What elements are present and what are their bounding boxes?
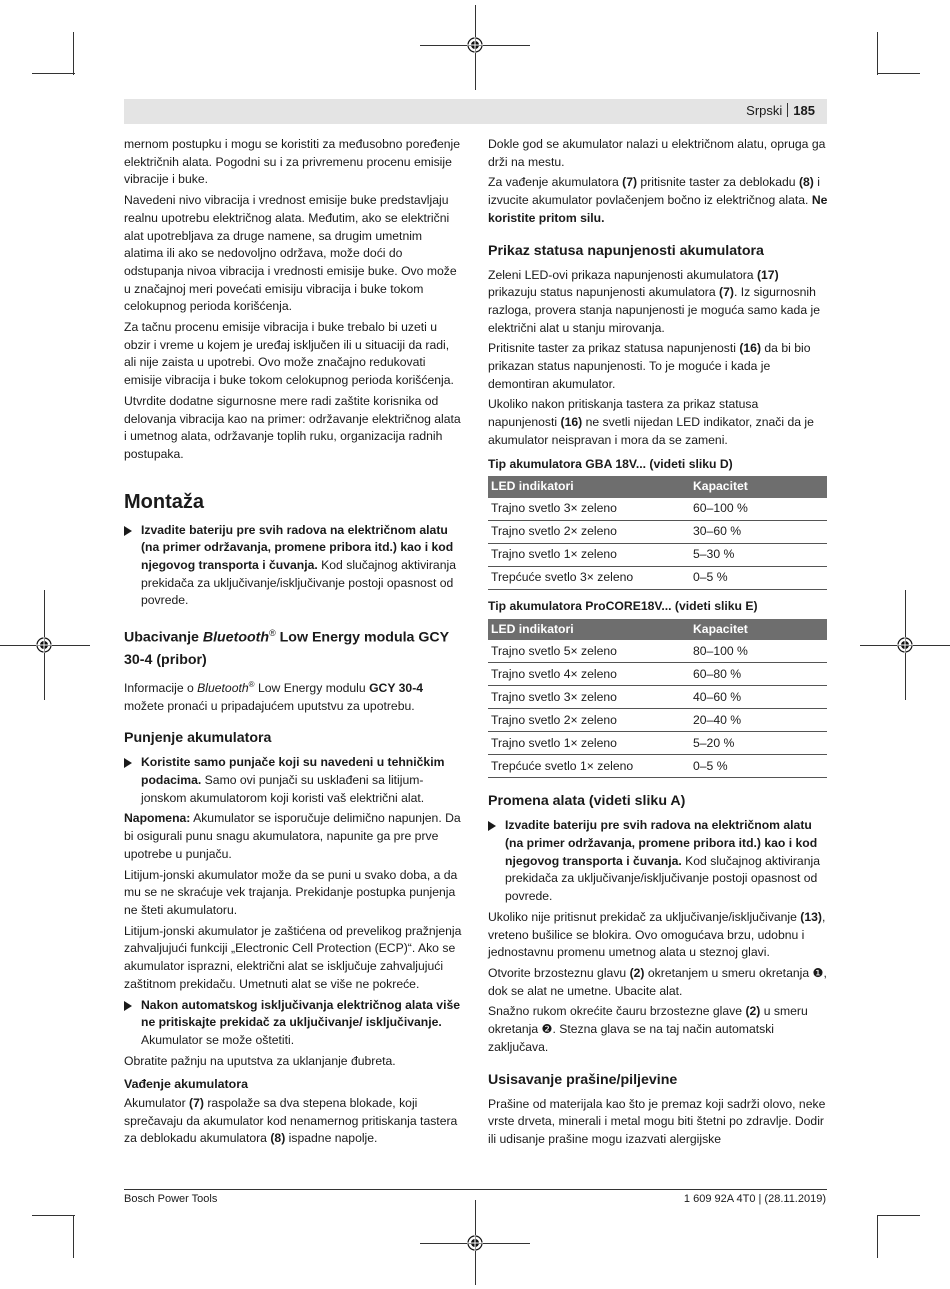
- bullet-arrow-icon: [124, 758, 132, 768]
- step-two-icon: ❷: [541, 1022, 553, 1037]
- section-heading-bluetooth: [124, 622, 464, 671]
- table-cell: Trajno svetlo 3× zeleno: [488, 686, 690, 709]
- section-heading-promena: Promena alata (videti sliku A): [488, 793, 686, 810]
- text-bold: (7): [719, 285, 734, 300]
- crop-mark: [877, 73, 920, 74]
- paragraph: [488, 340, 828, 393]
- table-cell: 80–100 %: [690, 640, 827, 663]
- text: Low Energy modulu: [254, 680, 370, 695]
- table-row: [488, 640, 827, 663]
- table-cell: Trajno svetlo 4× zeleno: [488, 663, 690, 686]
- text: ne svetli nijedan LED indikator, znači da je akumulator neispravan i mora da se zameni.: [488, 415, 814, 447]
- column-header: Kapacitet: [690, 619, 827, 641]
- section-heading-punjenje: Punjenje akumulatora: [124, 730, 272, 747]
- table-row: [488, 663, 827, 686]
- bullet-bold-text: Nakon automatskog isključivanja električnog alata više ne pritiskajte prekidač za uključivanje/ isključivanje.: [141, 997, 461, 1030]
- crop-mark: [32, 73, 75, 74]
- text: Ukoliko nakon pritiskanja tastera za prikaz statusa napunjenosti: [488, 397, 759, 430]
- paragraph: Utvrdite dodatne sigurnosne mere radi zaštite korisnika od delovanja vibracija kao na primer: održavanje električnog alata i umetnog alata, održavanje toplih ruku, organizacija radnih postupaka.: [124, 393, 461, 461]
- heading-text: Low Energy modula GCY 30-4 (pribor): [124, 629, 449, 668]
- text-italic: Bluetooth: [197, 680, 249, 695]
- warning-bullet: [488, 817, 828, 906]
- section-heading-status: Prikaz statusa napunjenosti akumulatora: [488, 242, 764, 259]
- text-bold: (8): [798, 175, 814, 190]
- text: Informacije o: [124, 680, 198, 695]
- column-header: LED indikatori: [488, 619, 690, 641]
- table-cell: 60–80 %: [690, 663, 827, 686]
- text: prikazuju status napunjenosti akumulatora: [488, 285, 720, 300]
- table-cell: Trepćuće svetlo 3× zeleno: [488, 566, 690, 589]
- led-table-gba: [488, 476, 827, 590]
- text-bold: (7): [622, 175, 638, 190]
- table-row: [488, 520, 827, 543]
- text: Pritisnite taster za prikaz statusa napunjenosti: [488, 341, 740, 356]
- heading-italic: Bluetooth: [202, 629, 270, 646]
- paragraph: [488, 174, 828, 227]
- text: Za vađenje akumulatora: [488, 175, 623, 190]
- table-cell: Trajno svetlo 2× zeleno: [488, 520, 690, 543]
- bullet-bold-text: Izvadite bateriju pre svih radova na električnom alatu (na primer održavanja, promene pribora itd.) kao i kod njegovog transporta i čuvanja.: [141, 522, 454, 573]
- crop-mark: [877, 1215, 920, 1216]
- table-cell: 0–5 %: [690, 566, 827, 589]
- text: Snažno rukom okrećite čauru brzostezne glave: [488, 1004, 746, 1019]
- text: raspolaže sa dva stepena blokade, koji sprečavaju da akumulator kod nenamernog pritiskanja tastera za deblokadu akumulatora: [124, 1096, 458, 1146]
- text: i izvucite akumulator povlačenjem bočno iz električnog alata.: [488, 175, 820, 208]
- column-header: Kapacitet: [690, 476, 827, 498]
- text-bold: GCY 30-4: [369, 680, 424, 695]
- bullet-arrow-icon: [124, 526, 132, 536]
- paragraph: mernom postupku i mogu se koristiti za međusobno poređenje električnih alata. Pogodni su i za privremenu procenu emisije vibracije i buke.: [124, 137, 461, 187]
- warning-bullet: [124, 754, 464, 807]
- table-cell: Trajno svetlo 1× zeleno: [488, 543, 690, 566]
- table-row: [488, 543, 827, 566]
- table-header-row: [488, 476, 827, 498]
- table-cell: 30–60 %: [690, 520, 827, 543]
- header-language: Srpski: [746, 103, 783, 118]
- table-row: [488, 755, 827, 778]
- paragraph: [124, 810, 464, 863]
- table-cell: 20–40 %: [690, 709, 827, 732]
- paragraph: Litijum-jonski akumulator može da se puni u svako doba, a da mu se ne skraćuje vek trajanja. Prekidanje postupka punjenja ne šteti akumulatoru.: [124, 867, 458, 917]
- text: okretanjem u smeru okretanja: [644, 965, 813, 980]
- paragraph: [488, 965, 828, 1000]
- table-cell: Trajno svetlo 3× zeleno: [488, 498, 690, 521]
- left-column: [124, 136, 464, 1151]
- bullet-text: Akumulator se može oštetiti.: [141, 1032, 295, 1047]
- table-row: [488, 498, 827, 521]
- paragraph: [488, 267, 828, 338]
- table-cell: Trajno svetlo 2× zeleno: [488, 709, 690, 732]
- table-cell: Trajno svetlo 1× zeleno: [488, 732, 690, 755]
- section-heading-montaza: Montaža: [124, 490, 204, 513]
- text: Ukoliko nije pritisnut prekidač za uključivanje/isključivanje: [488, 909, 801, 924]
- registration-mark-icon: [467, 37, 483, 53]
- page-number: 185: [793, 103, 815, 118]
- bullet-bold-text: Koristite samo punjače koji su navedeni u tehničkim podacima.: [141, 755, 445, 788]
- table-row: [488, 686, 827, 709]
- paragraph: [488, 1003, 828, 1056]
- footer-brand: Bosch Power Tools: [124, 1193, 218, 1205]
- table-row: [488, 566, 827, 589]
- table-header-row: [488, 619, 827, 641]
- text-bold: Ne koristite pritom silu.: [488, 193, 828, 225]
- warning-bullet: [124, 997, 464, 1050]
- text: da bi bio prikazan status napunjenosti. To je moguće i kada je demontiran akumulator.: [488, 341, 811, 391]
- table-cell: 5–20 %: [690, 732, 827, 755]
- text: Akumulator: [124, 1096, 190, 1111]
- paragraph: Navedeni nivo vibracija i vrednost emisije buke predstavljaju realnu upotrebu električnog alata. Međutim, ako se električni alat upotrebljava za druge namene, sa drugim umetnim alatima ili ako se nedovoljno održava, može doći do odstupanja nivoa vibracija i vrednosti emisije buke. Ovo može u značajnoj meri povećati emisiju vibracija i buke tokom celokupnog perioda korišćenja.: [124, 193, 457, 314]
- table-row: [488, 732, 827, 755]
- table-cell: Trajno svetlo 5× zeleno: [488, 640, 690, 663]
- header-label: [746, 103, 827, 118]
- footer-docnumber: 1 609 92A 4T0 | (28.11.2019): [683, 1193, 826, 1205]
- text: možete pronaći u pripadajućem uputstvu za upotrebu.: [124, 698, 415, 713]
- paragraph: [488, 909, 828, 962]
- paragraph: Litijum-jonski akumulator je zaštićena od prevelikog pražnjenja zahvaljujući funkciji „Electronic Cell Protection (ECP)“. Ako se akumulator isprazni, električni alat se isključuje zahvaljujući zaštitnom prekidaču. Umetnuti alat se više ne pokreće.: [124, 923, 462, 991]
- paragraph: Prašine od materijala kao što je premaz koji sadrži olovo, neke vrste drveta, minerali i metal mogu biti štetni po zdravlje. Dodir ili udisanje prašine mogu izazvati alergijske: [488, 1096, 826, 1146]
- warning-bullet: [124, 522, 464, 611]
- table-row: [488, 709, 827, 732]
- registration-mark-icon: [467, 1235, 483, 1251]
- text-bold: (2): [629, 965, 645, 980]
- text: u smeru okretanja: [488, 1004, 808, 1037]
- text: Otvorite brzosteznu glavu: [488, 965, 630, 980]
- table-cell: 40–60 %: [690, 686, 827, 709]
- table-caption: Tip akumulatora GBA 18V... (videti sliku D): [488, 456, 733, 471]
- crop-mark: [877, 1215, 878, 1258]
- crop-mark: [73, 1215, 74, 1258]
- crop-mark: [877, 32, 878, 75]
- page-header: [124, 99, 827, 124]
- bullet-text: Kod slučajnog aktiviranja prekidača za uključivanje/isključivanje postoji opasnost od povrede.: [505, 853, 820, 904]
- text: . Stezna glava se na taj način automatski zaključava.: [488, 1022, 775, 1054]
- table-cell: 0–5 %: [690, 755, 827, 778]
- paragraph: Dokle god se akumulator nalazi u električnom alatu, opruga ga drži na mestu.: [488, 137, 826, 169]
- text: ispadne napolje.: [285, 1131, 378, 1146]
- header-divider: [787, 103, 788, 117]
- right-column: [488, 136, 828, 1152]
- text: . Iz sigurnosnih razloga, provera stanja napunjenosti je moguća samo kada je električni alat u stanju mirovanja.: [488, 285, 820, 335]
- registered-mark: ®: [269, 628, 276, 639]
- crop-mark: [73, 32, 74, 75]
- table-caption: Tip akumulatora ProCORE18V... (videti sliku E): [488, 598, 758, 613]
- subheading-vadjenje: Vađenje akumulatora: [124, 1077, 248, 1092]
- registration-mark-icon: [897, 637, 913, 653]
- table-cell: Trepćuće svetlo 1× zeleno: [488, 755, 690, 778]
- paragraph: Za tačnu procenu emisije vibracija i buke trebalo bi uzeti u obzir i vreme u kojem je uređaj isključen ili u situaciji da radi, ali nije zaista u upotrebi. Ovo može značajno redukovati emisije vibracija i buke tokom celokupnog perioda korišćenja.: [124, 320, 454, 388]
- paragraph: [124, 1095, 464, 1148]
- step-one-icon: ❶: [812, 965, 824, 980]
- paragraph: [488, 396, 828, 449]
- text: Akumulator se isporučuje delimično napunjen. Da bi osigurali punu snagu akumulatora, napunite ga pre prve upotrebe u punjaču.: [124, 811, 461, 861]
- text: Zeleni LED-ovi prikaza napunjenosti akumulatora: [488, 267, 757, 282]
- bullet-text: Kod slučajnog aktiviranja prekidača za uključivanje/isključivanje postoji opasnost od povrede.: [141, 558, 456, 608]
- paragraph: Obratite pažnju na uputstva za uklanjanje đubreta.: [124, 1053, 396, 1068]
- text-bold: (8): [270, 1131, 286, 1146]
- text-bold: (2): [745, 1004, 761, 1019]
- section-heading-usisavanje: Usisavanje prašine/piljevine: [488, 1071, 678, 1088]
- text-bold: (7): [189, 1096, 204, 1111]
- text: , dok se alat ne umetne. Ubacite alat.: [488, 965, 827, 998]
- column-header: LED indikatori: [488, 476, 690, 498]
- registration-mark-icon: [36, 637, 52, 653]
- paragraph: [124, 676, 464, 715]
- led-table-procore: [488, 619, 827, 779]
- text-bold: (17): [756, 267, 779, 282]
- bullet-text: Samo ovi punjači su usklađeni sa litijum-jonskom akumulatorom koji koristi vaš električni alat.: [141, 773, 425, 805]
- text: pritisnite taster za deblokadu: [637, 175, 799, 190]
- text: , vreteno bušilice se blokira. Ovo omogućava brzu, udobnu i jednostavnu promenu umetnog alata u steznoj glavi.: [488, 909, 826, 960]
- bullet-arrow-icon: [488, 821, 496, 831]
- crop-mark: [32, 1215, 75, 1216]
- bullet-arrow-icon: [124, 1001, 132, 1011]
- registered-mark: ®: [248, 679, 255, 689]
- footer-divider: [124, 1189, 827, 1190]
- bullet-bold-text: Izvadite bateriju pre svih radova na električnom alatu (na primer održavanja, promene pribora itd.) kao i kod njegovog transporta i čuvanja.: [505, 818, 818, 868]
- text-bold: (16): [560, 415, 583, 430]
- heading-text: Ubacivanje: [124, 629, 203, 646]
- text-bold: (13): [800, 909, 822, 924]
- table-cell: 60–100 %: [690, 498, 827, 521]
- table-cell: 5–30 %: [690, 543, 827, 566]
- text-bold: Napomena:: [124, 811, 191, 826]
- text-bold: (16): [739, 341, 762, 356]
